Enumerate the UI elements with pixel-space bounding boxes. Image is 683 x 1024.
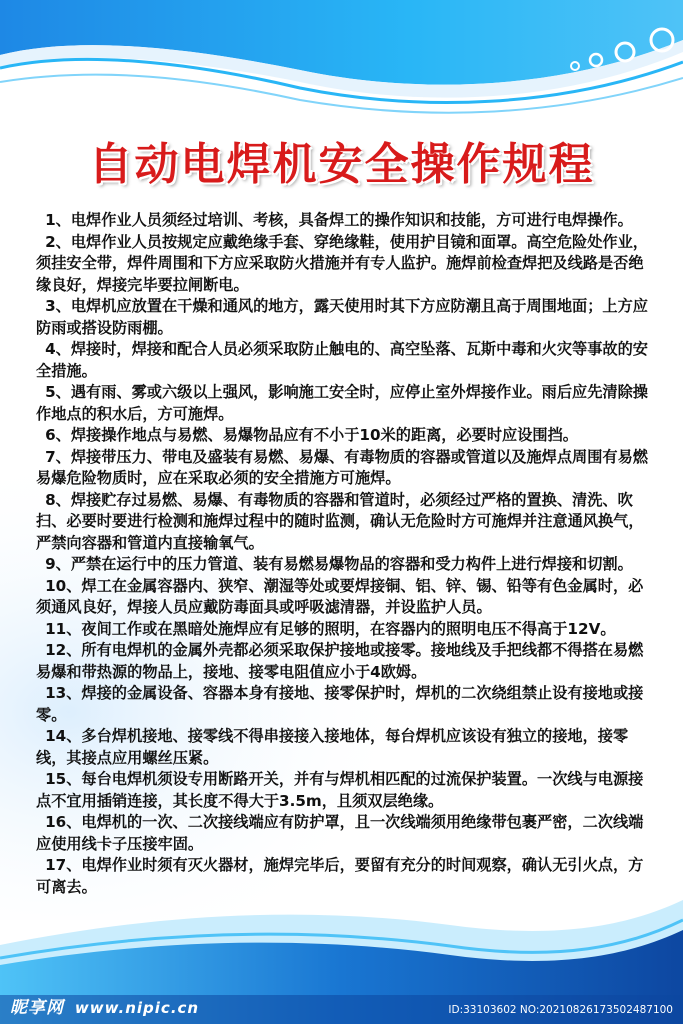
rule-item: 14、多台焊机接地、接零线不得串接接入接地体，每台焊机应该设有独立的接地，接零线，其接点应用螺丝压紧。 [36,727,629,767]
rule-item: 17、电焊作业时须有灭火器材，施焊完毕后，要留有充分的时间观察，确认无引火点，方可离去。 [36,856,644,896]
rule-item: 15、每台电焊机须设专用断路开关，并有与焊机相匹配的过流保护装置。一次线与电源接点不宜用插销连接，其长度不得大于3.5m，且须双层绝缘。 [36,770,644,810]
rule-item: 8、焊接贮存过易燃、易爆、有毒物质的容器和管道时，必须经过严格的置换、清洗、吹扫、必要时要进行检测和施焊过程中的随时监测，确认无危险时方可施焊并注意通风换气，严禁向容器和管道内直接输氧气。 [36,490,644,552]
rule-item: 12、所有电焊机的金属外壳都必须采取保护接地或接零。接地线及手把线都不得搭在易燃易爆和带热源的物品上，接地、接零电阻值应小于4欧姆。 [36,641,644,681]
rules-list [36,210,650,898]
rule-item: 9、严禁在运行中的压力管道、装有易燃易爆物品的容器和受力构件上进行焊接和切割。 [45,555,633,573]
rule-item: 5、遇有雨、雾或六级以上强风，影响施工安全时，应停止室外焊接作业。雨后应先清除操作地点的积水后，方可施焊。 [36,383,648,423]
rule-item: 6、焊接操作地点与易燃、易爆物品应有不小于10米的距离，必要时应设围挡。 [45,426,578,444]
watermark-id: ID:33103602 NO:20210826173502487100 [448,1004,673,1016]
rule-item: 1、电焊作业人员须经过培训、考核，具备焊工的操作知识和技能，方可进行电焊操作。 [45,211,633,229]
watermark-url: www.nipic.cn [74,999,200,1017]
rule-item: 4、焊接时，焊接和配合人员必须采取防止触电的、高空坠落、瓦斯中毒和火灾等事故的安全措施。 [36,340,648,380]
watermark-logo [10,993,199,1018]
rule-item: 16、电焊机的一次、二次接线端应有防护罩，且一次线端须用绝缘带包裹严密，二次线端应使用线卡子压接牢固。 [36,813,644,853]
rule-item: 13、焊接的金属设备、容器本身有接地、接零保护时，焊机的二次绕组禁止设有接地或接零。 [36,684,644,724]
rule-item: 7、焊接带压力、带电及盛装有易燃、易爆、有毒物质的容器或管道以及施焊点周围有易燃易爆危险物质时，应在采取必须的安全措施方可施焊。 [36,447,648,487]
rule-item: 2、电焊作业人员按规定应戴绝缘手套、穿绝缘鞋，使用护目镜和面罩。高空危险处作业，须挂安全带，焊件周围和下方应采取防火措施并有专人监护。施焊前检查焊把及线路是否绝缘良好，焊接完毕要拉闸断电。 [36,232,648,294]
rule-item: 11、夜间工作或在黑暗处施焊应有足够的照明，在容器内的照明电压不得高于12V。 [45,619,616,638]
rule-item: 10、焊工在金属容器内、狭窄、潮湿等处或要焊接铜、铝、锌、锡、铅等有色金属时，必须通风良好，焊接人员应戴防毒面具或呼吸滤清器，并设监护人员。 [36,576,644,616]
rule-item: 3、电焊机应放置在干燥和通风的地方，露天使用时其下方应防潮且高于周围地面；上方应防雨或搭设防雨棚。 [36,297,648,337]
watermark-logo-text: 昵享网 [10,998,64,1018]
page-title: 自动电焊机安全操作规程 [88,139,595,190]
